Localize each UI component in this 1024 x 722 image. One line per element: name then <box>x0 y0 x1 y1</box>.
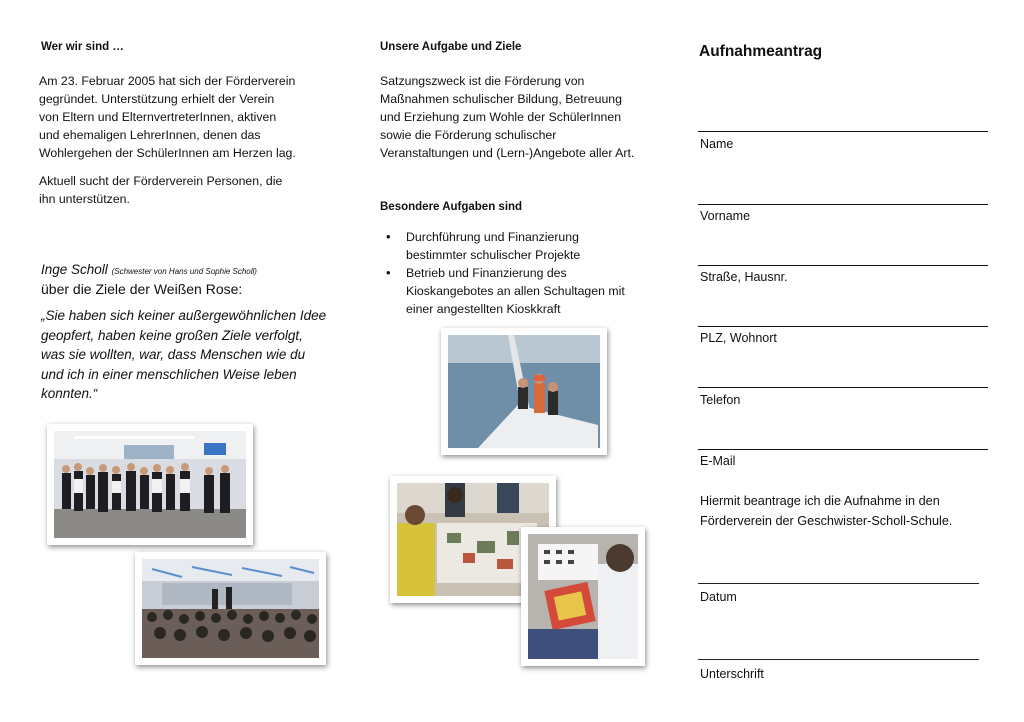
signature-label: Unterschrift <box>700 667 764 681</box>
task-line: bestimmter schulischer Projekte <box>406 248 581 262</box>
photo-sailing <box>441 328 607 455</box>
firstname-line[interactable] <box>698 204 988 205</box>
search-paragraph <box>39 172 282 208</box>
quote-author-note: (Schwester von Hans und Sophie Scholl) <box>111 267 257 276</box>
purpose-line: Veranstaltungen und (Lern-)Angebote aller Art. <box>380 146 635 160</box>
task-item <box>380 228 625 264</box>
purpose-line: Maßnahmen schulischer Bildung, Betreuung <box>380 92 622 106</box>
street-line[interactable] <box>698 265 988 266</box>
quote-intro: über die Ziele der Weißen Rose: <box>41 281 243 297</box>
special-tasks-heading: Besondere Aufgaben sind <box>380 201 523 213</box>
purpose-paragraph <box>380 72 634 162</box>
tasks-heading: Unsere Aufgabe und Ziele <box>380 41 522 53</box>
quote-line: „Sie haben sich keiner außergewöhnlichen Idee <box>41 308 327 323</box>
membership-statement <box>700 491 952 531</box>
photo-assembly <box>135 552 326 665</box>
quote-author-name: Inge Scholl <box>41 262 108 277</box>
search-line: ihn unterstützen. <box>39 192 130 206</box>
assembly-image <box>142 559 319 658</box>
quote-line: geopfert, haben keine großen Ziele verfolgt, <box>41 327 303 343</box>
email-line[interactable] <box>698 449 988 450</box>
city-line[interactable] <box>698 326 988 327</box>
quote-line: und ich in einer menschlichen Weise leben <box>41 366 297 382</box>
purpose-line: sowie die Förderung schulischer <box>380 128 557 142</box>
boardgame-image <box>528 534 638 659</box>
task-line: Kioskangebotes an allen Schultagen mit <box>406 284 625 298</box>
task-line: • Betrieb und Finanzierung des <box>406 266 567 280</box>
form-title: Aufnahmeantrag <box>699 43 823 60</box>
task-line: einer angestellten Kioskkraft <box>406 302 561 316</box>
about-line: Wohlergehen der SchülerInnen am Herzen lag. <box>39 146 296 160</box>
quote-author <box>41 262 257 277</box>
street-label: Straße, Hausnr. <box>700 270 788 284</box>
about-line: Am 23. Februar 2005 hat sich der Förderverein <box>39 74 296 88</box>
email-label: E-Mail <box>700 454 736 468</box>
firstname-label: Vorname <box>700 209 751 223</box>
task-line: • Durchführung und Finanzierung <box>406 230 579 244</box>
quote-text <box>41 306 326 404</box>
date-line[interactable] <box>698 583 979 584</box>
quote-line: konnten.“ <box>41 386 98 401</box>
statement-line: Förderverein der Geschwister-Scholl-Schule. <box>700 514 953 528</box>
quote-line: was sie wollten, war, dass Menschen wie du <box>41 347 306 362</box>
purpose-line: und Erziehung zum Wohle der SchülerInnen <box>380 110 622 124</box>
photo-choir <box>47 424 253 545</box>
tasks-list <box>380 228 625 318</box>
name-label: Name <box>700 137 734 151</box>
date-label: Datum <box>700 590 737 604</box>
phone-label: Telefon <box>700 393 741 407</box>
about-paragraph <box>39 72 296 162</box>
about-line: und ehemaligen LehrerInnen, denen das <box>39 128 261 142</box>
name-line[interactable] <box>698 131 988 132</box>
signature-line[interactable] <box>698 659 979 660</box>
about-line: gegründet. Unterstützung erhielt der Verein <box>39 92 275 106</box>
statement-line: Hiermit beantrage ich die Aufnahme in den <box>700 494 940 508</box>
phone-line[interactable] <box>698 387 988 388</box>
about-heading: Wer wir sind … <box>41 41 124 53</box>
purpose-line: Satzungszweck ist die Förderung von <box>380 74 585 88</box>
photo-boardgame <box>521 527 645 666</box>
city-label: PLZ, Wohnort <box>700 331 777 345</box>
about-line: von Eltern und ElternvertreterInnen, aktiven <box>39 110 277 124</box>
choir-image <box>54 431 246 538</box>
task-item <box>380 264 625 318</box>
search-line: Aktuell sucht der Förderverein Personen, die <box>39 174 283 188</box>
sailing-image <box>448 335 600 448</box>
